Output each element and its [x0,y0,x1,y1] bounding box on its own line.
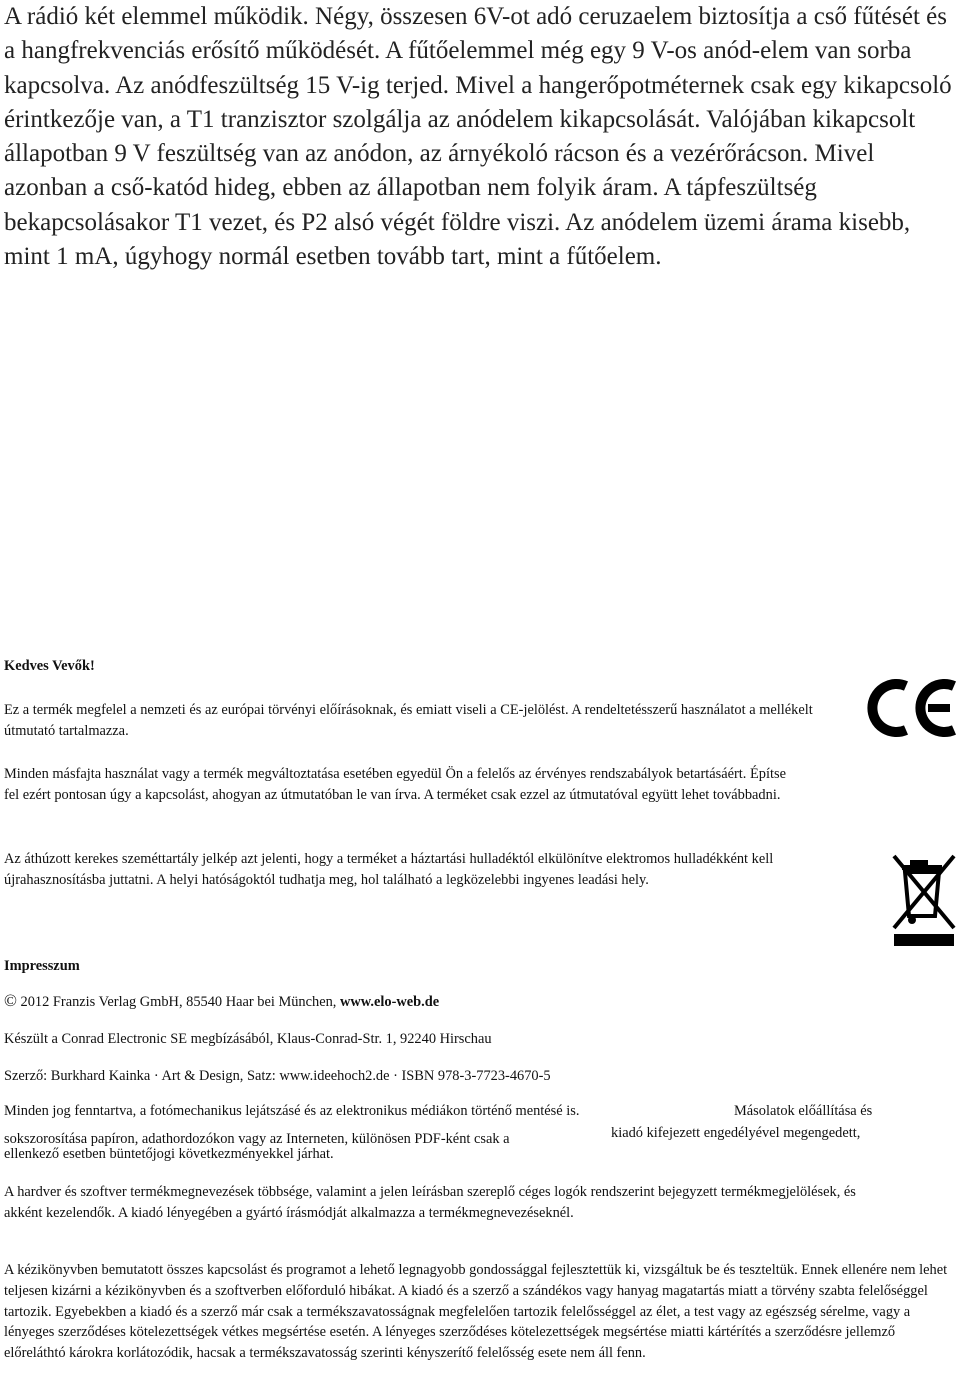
copyright-text: 2012 Franzis Verlag GmbH, 85540 Haar bei München, [20,994,337,1010]
trademark-paragraph: A hardver és szoftver termékmegnevezések többsége, valamint a jelen leírásban szereplő céges logók rendszerint bejegyzett termékmegjelölések, és akként kezelendők. A kiadó lényegében a gyártó írásmódját alkalmazza a termékmegnevezéseknél. [4,1184,856,1221]
liability-paragraph: A kézikönyvben bemutatott összes kapcsolást és programot a lehető legnagyobb gondossággal fejlesztettük ki, vizsgáltuk be és teszteltük. Ennek ellenére nem lehet teljesen kizárni a kézikönyvben és a szoftverben előforduló hibákat. A kiadó és a szerző a szándékos vagy hanyag magatartás miatt a törvény szabta felelőséggel tartozik. Egyebekben a kiadó és a szerző már csak a termékszavatosságnak megfelelően tartozik felelősséggel az élet, a test vagy az egészség sérelme, vagy a lényeges szerződéses kötelezettségek vétkes megsértése esetén. A lényeges szerződéses kötelezettségek megsértése miatti kártérítés a szerződésre jellemző előreláthtó károkra korlátozódik, hacsak a termékszavatosság szerinti kényszerítő felelősség esete nem áll fenn. [4,1262,948,1362]
rights-line-3: ellenkező esetben büntetőjogi következményekkel járhat. [4,1146,334,1162]
ce-mark-icon [866,676,958,740]
weee-notice-paragraph: Az áthúzott kerekes szeméttartály jelkép azt jelenti, hogy a terméket a háztartási hulladéktól elkülönítve elektromos hulladékként kell újrahasznosításba juttatni. A helyi hatóságoktól tudhatja meg, hol található a legközelebbi ingyenes leadási hely. [4,851,774,888]
rights-line-1: Minden jog fenntartva, a fotómechanikus lejátszásé és az elektronikus médiákon történő mentésé is. [4,1103,580,1119]
intro-paragraph: A rádió két elemmel működik. Négy, összesen 6V-ot adó ceruzaelem biztosítja a cső fűtését és a hangfrekvenciás erősítő működését. A fűtőelemmel még egy 9 V-os anód-elem van sorba kapcsolva. Az anódfeszültség 15 V-ig terjed. Mivel a hangerőpotméternek csak egy kikapcsoló érintkezője van, a T1 tranzisztor szolgálja az anódelem kikapcsolását. Valójában kikapcsolt állapotban 9 V feszültség van az anódon, az árnyékoló rácson és a vezérőrácson. Mivel azonban a cső-katód hideg, ebben az állapotban nem folyik áram. A tápfeszültség bekapcsolásakor T1 vezet, és P2 alsó végét földre viszi. Az anódelem üzemi árama kisebb, mint 1 mA, úgyhogy normál esetben tovább tart, mint a fűtőelem. [4,3,952,271]
notice-heading: Kedves Vevők! [4,658,95,674]
made-for-line: Készült a Conrad Electronic SE megbízásából, Klaus-Conrad-Str. 1, 92240 Hirschau [4,1031,492,1047]
ce-notice-paragraph: Ez a termék megfelel a nemzeti és az európai törvényi előírásoknak, és emiatt viseli a CE-jelölést. A rendeltetésszerű használatot a mellékelt útmutató tartalmazza. [4,702,813,739]
rights-line-1b: Másolatok előállítása és [734,1103,873,1119]
rights-line-2: sokszorosítása papíron, adathordozókon vagy az Interneten, különösen PDF-ként csak a [4,1131,510,1147]
crossed-out-wheelie-bin-icon [892,852,956,948]
author-line: Szerző: Burkhard Kainka · Art & Design, Satz: www.ideehoch2.de · ISBN 978-3-7723-4670-5 [4,1068,551,1084]
usage-notice-paragraph: Minden másfajta használat vagy a termék megváltoztatása esetében egyedül Ön a felelős az érvényes rendszabályok betartásáért. Építse fel ezért pontosan úgy a kapcsolást, ahogyan az útmutatóban le van írva. A terméket csak ezzel az útmutatóval együtt lehet továbbadni. [4,766,786,803]
copyright-symbol: © [4,991,17,1010]
imprint-heading: Impresszum [4,958,80,974]
copyright-line [4,991,854,1013]
rights-line-2b: kiadó kifejezett engedélyével megengedett, [611,1125,861,1141]
publisher-url: www.elo-web.de [340,994,440,1010]
